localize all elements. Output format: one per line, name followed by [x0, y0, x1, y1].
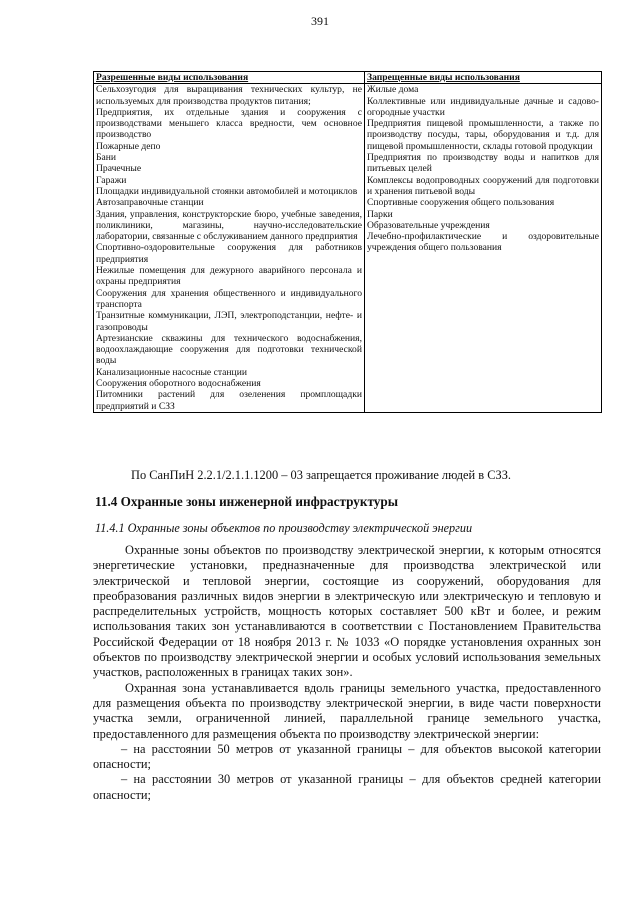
- prohibited-use-item: Жилые дома: [367, 84, 419, 96]
- allowed-use-item: Предприятия, их отдельные здания и сооружения с производствами меньшего класса вредности, чем основное производство: [96, 106, 362, 141]
- paragraph: Охранная зона устанавливается вдоль границы земельного участка, предоставленного для размещения объекта по производству электрической энергии, в виде части поверхности участка земли, ограниченной линией, параллельной границе земельного участка, предоставленного для размещения объекта по производству электрической энергии:: [93, 680, 601, 741]
- allowed-use-item: Гаражи: [96, 174, 127, 186]
- allowed-use-item: Транзитные коммуникации, ЛЭП, электроподстанции, нефте- и газопроводы: [96, 310, 362, 333]
- prohibited-use-item: Предприятия по производству воды и напитков для питьевых целей: [367, 152, 599, 175]
- prohibited-use-item: Лечебно-профилактические и оздоровительные учреждения общего пользования: [367, 231, 599, 254]
- prohibited-use-item: Образовательные учреждения: [367, 219, 490, 231]
- allowed-use-item: Нежилые помещения для дежурного аварийного персонала и охраны предприятия: [96, 265, 362, 288]
- allowed-use-item: Сооружения для хранения общественного и индивидуального транспорта: [96, 287, 362, 310]
- body-text: [93, 543, 601, 803]
- allowed-uses-cell: [94, 84, 365, 413]
- prohibited-uses-header: Запрещенные виды использования: [365, 72, 602, 84]
- allowed-use-item: Сооружения оборотного водоснабжения: [96, 378, 261, 390]
- allowed-use-item: Бани: [96, 152, 117, 164]
- allowed-use-item: Сельхозугодия для выращивания технических культур, не используемых для производства продуктов питания;: [96, 84, 362, 107]
- allowed-use-item: Пожарные депо: [96, 140, 161, 152]
- paragraph: Охранные зоны объектов по производству электрической энергии, к которым относятся энергетические установки, предназначенные для производства электрической или электрической и тепловой энергии, состоящие из сооружений, оборудования для преобразования различных видов энергии в электрическую или электрическую и тепловую и распределительных устройств, мощность которых составляет 500 кВт и более, и режим использования таких зон устанавливаются в соответствии с Постановлением Правительства Российской Федерации от 18 ноября 2013 г. № 1033 «О порядке установления охранных зон объектов по производству электрической энергии и особых условий использования земельных участков, расположенных в границах таких зон».: [93, 543, 601, 680]
- prohibited-use-item: Комплексы водопроводных сооружений для подготовки и хранения питьевой воды: [367, 174, 599, 197]
- allowed-use-item: Спортивно-оздоровительные сооружения для работников предприятия: [96, 242, 362, 265]
- page-number: 391: [311, 14, 329, 28]
- prohibited-use-item: Спортивные сооружения общего пользования: [367, 197, 555, 209]
- list-item: – на расстоянии 30 метров от указанной границы – для объектов средней категории опасности;: [93, 772, 601, 802]
- subsection-heading: 11.4.1 Охранные зоны объектов по производству электрической энергии: [95, 521, 473, 535]
- prohibited-use-item: Коллективные или индивидуальные дачные и садово-огородные участки: [367, 95, 599, 118]
- allowed-use-item: Автозаправочные станции: [96, 197, 204, 209]
- allowed-use-item: Площадки индивидуальной стоянки автомобилей и мотоциклов: [96, 185, 358, 197]
- prohibited-uses-cell: [365, 84, 602, 413]
- allowed-use-item: Канализационные насосные станции: [96, 366, 247, 378]
- sanpin-note: По СанПиН 2.2.1/2.1.1.1200 – 03 запрещается проживание людей в СЗЗ.: [131, 468, 512, 482]
- allowed-use-item: Питомники растений для озеленения промплощадки предприятий и СЗЗ: [96, 389, 362, 412]
- allowed-use-item: Здания, управления, конструкторские бюро, учебные заведения, поликлиники, магазины, научно-исследовательские лаборатории, связанные с обслуживанием данного предприятия: [96, 208, 362, 243]
- list-item: – на расстоянии 50 метров от указанной границы – для объектов высокой категории опасности;: [93, 741, 601, 772]
- prohibited-use-item: Предприятия пищевой промышленности, а также по производству посуды, тары, оборудования и т.д. для пищевой промышленности, склады готовой продукции: [367, 118, 599, 152]
- land-use-table: [93, 71, 602, 413]
- allowed-use-item: Артезианские скважины для технического водоснабжения, водоохлаждающие сооружения для подготовки технической воды: [96, 332, 362, 367]
- allowed-uses-header: Разрешенные виды использования: [94, 72, 365, 84]
- section-heading: 11.4 Охранные зоны инженерной инфраструктуры: [95, 494, 399, 509]
- prohibited-use-item: Парки: [367, 208, 393, 220]
- allowed-use-item: Прачечные: [96, 163, 142, 175]
